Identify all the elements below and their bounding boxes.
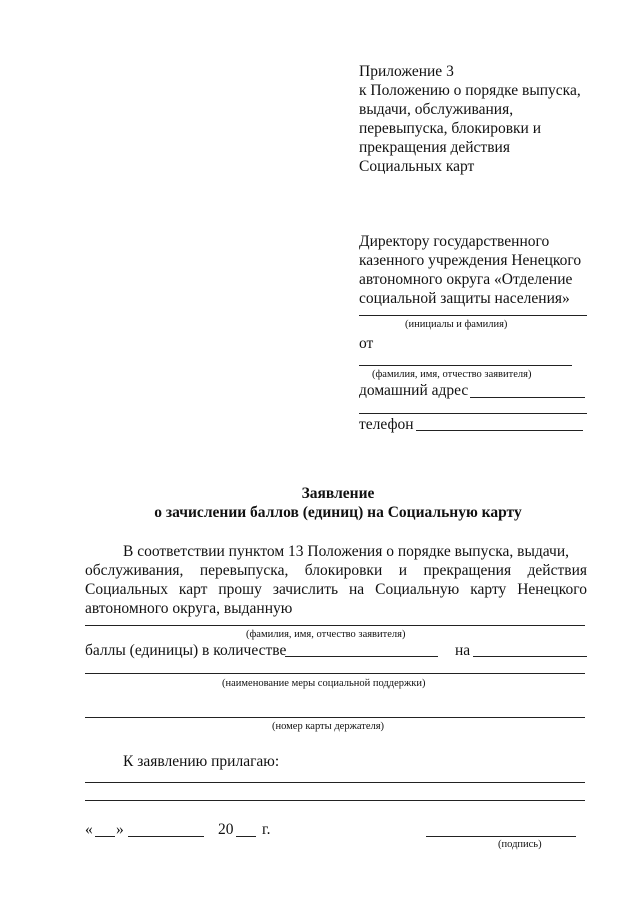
body-line: обслуживания, перевыпуска, блокировки и прекращения действия [85,562,587,579]
date-quote-open: « [85,821,93,838]
address-blank-line-2[interactable] [359,413,587,414]
body-line: автономного округа, выданную [85,600,293,617]
appendix-line: Социальных карт [359,158,475,175]
attachment-blank-line-2[interactable] [85,800,585,801]
body-line: В соответствии пунктом 13 Положения о порядке выпуска, выдачи, [123,543,569,560]
addressee-line: Директору государственного [359,233,550,250]
body-line: Социальных карт прошу зачислить на Социальную карту Ненецкого [85,581,587,598]
applicant-name-blank-line[interactable] [359,365,572,366]
card-number-blank-line[interactable] [85,717,585,718]
holder-name-caption: (фамилия, имя, отчество заявителя) [246,629,406,640]
year-blank-line[interactable] [236,836,256,837]
signature-blank-line[interactable] [426,836,576,837]
addressee-block [359,232,581,308]
addressee-line: казенного учреждения Ненецкого [359,252,582,269]
points-amount-blank-line[interactable] [285,656,438,657]
document-subtitle: о зачислении баллов (единиц) на Социальную карту [154,504,522,521]
appendix-line: выдачи, обслуживания, [359,101,514,118]
date-quote-close: » [116,821,124,838]
appendix-line: перевыпуска, блокировки и [359,120,542,137]
points-label: баллы (единицы) в количестве [85,642,287,659]
date-blank-line[interactable] [473,656,587,657]
phone-blank-line[interactable] [416,430,583,431]
applicant-name-caption: (фамилия, имя, отчество заявителя) [372,369,532,380]
on-label: на [455,642,471,659]
year-suffix: г. [262,821,271,838]
appendix-line: к Положению о порядке выпуска, [359,82,581,99]
addressee-line: автономного округа «Отделение [359,271,573,288]
from-label: от [359,335,374,352]
initials-caption: (инициалы и фамилия) [405,319,508,330]
address-label: домашний адрес [359,382,469,399]
attachment-blank-line-1[interactable] [85,782,585,783]
measure-blank-line[interactable] [85,673,585,674]
document-title: Заявление [301,485,375,502]
year-prefix: 20 [218,821,234,838]
body-paragraph [85,542,587,618]
card-number-caption: (номер карты держателя) [272,721,385,732]
initials-blank-line[interactable] [359,315,587,316]
phone-label: телефон [359,416,414,433]
holder-name-blank-line[interactable] [85,625,585,626]
month-blank-line[interactable] [128,836,204,837]
appendix-line: Приложение 3 [359,63,454,80]
appendix-block [359,62,581,176]
appendix-line: прекращения действия [359,139,510,156]
address-blank-line[interactable] [470,397,585,398]
addressee-line: социальной защиты населения» [359,290,570,307]
signature-caption: (подпись) [498,839,542,850]
attachments-label: К заявлению прилагаю: [123,753,280,770]
measure-caption: (наименование меры социальной поддержки) [222,678,426,689]
day-blank-line[interactable] [95,836,115,837]
